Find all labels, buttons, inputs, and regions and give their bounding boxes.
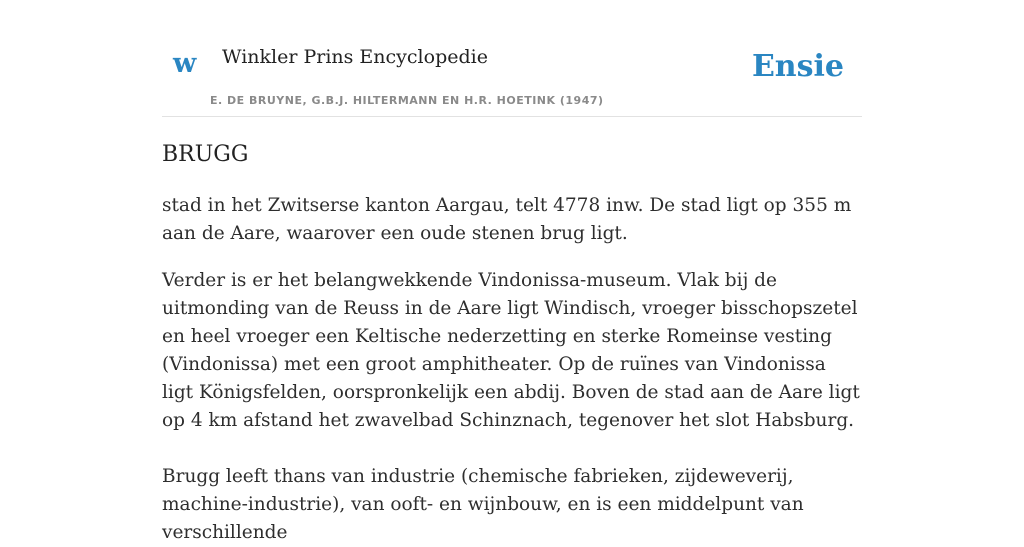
publication-authors: E. DE BRUYNE, G.B.J. HILTERMANN EN H.R. HOETINK (1947)	[210, 94, 604, 107]
header	[162, 0, 862, 117]
encyclopedia-logo[interactable]: w	[173, 48, 197, 79]
article-paragraph: Brugg leeft thans van industrie (chemische fabrieken, zijdeweverij, machine-industrie), van ooft- en wijnbouw, en is een middelpunt van verschillende	[162, 466, 804, 543]
article-paragraph: Verder is er het belangwekkende Vindonissa-museum. Vlak bij de uitmonding van de Reuss in de Aare ligt Windisch, vroeger bisschopszetel en heel vroeger een Keltische nederzetting en sterke Romeinse vesting (Vindonissa) met een groot amphitheater. Op de ruïnes van Vindonissa ligt Königsfelden, oorspronkelijk een abdij. Boven de stad aan de Aare ligt op 4 km afstand het zwavelbad Schinznach, tegenover het slot Habsburg.	[162, 270, 860, 431]
article-title: BRUGG	[162, 142, 249, 167]
article-paragraph: stad in het Zwitserse kanton Aargau, telt 4778 inw. De stad ligt op 355 m aan de Aare, waarover een oude stenen brug ligt.	[162, 195, 852, 244]
page	[162, 0, 862, 543]
ensie-logo[interactable]: Ensie	[751, 49, 844, 84]
publication-title[interactable]: Winkler Prins Encyclopedie	[222, 46, 488, 68]
